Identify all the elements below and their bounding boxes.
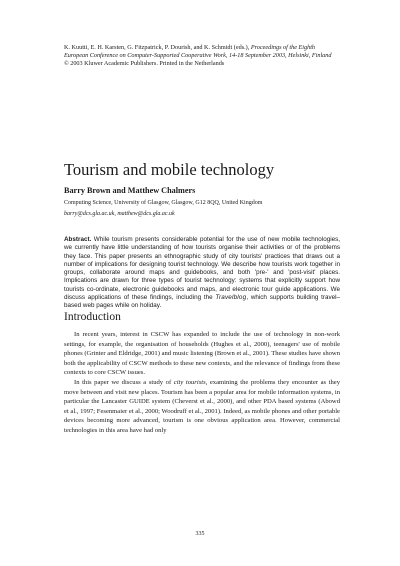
proceedings-title: Proceedings of the Eighth European Conference on Computer-Supported Cooperative Work, 14-18 September 2003, Helsinki, Finland bbox=[64, 44, 332, 59]
proceedings-header bbox=[64, 44, 339, 68]
abstract-text-end: , which supports building travel–based web pages while on holiday. bbox=[64, 293, 341, 309]
paper-title: Tourism and mobile technology bbox=[64, 160, 275, 179]
author-names: Barry Brown and Matthew Chalmers bbox=[64, 186, 196, 195]
emphasis-term: city tourists bbox=[173, 378, 206, 386]
section-heading: Introduction bbox=[64, 311, 121, 323]
author-emails: barry@dcs.gla.ac.uk, matthew@dcs.gla.ac.uk bbox=[64, 211, 175, 217]
abstract-text: While tourism presents considerable potential for the use of new mobile technologies, we currently have little understanding of how tourists organise their activities or of the problems they face. This paper presents an ethnographic study of city tourists' practices that draws out a number of implications for designing tourist technology. We describe how tourists work together in groups, collaborate around maps and guidebooks, and both 'pre-' and 'post-visit' places. Implications are drawn for three types of tourist technology: systems that explicitly support how tourists co-ordinate, electronic guidebooks and maps, and electronic tour guide applications. We discuss applications of these findings, including the bbox=[64, 236, 340, 301]
citation-line bbox=[64, 44, 339, 60]
paragraph-2-start: In this paper we discuss a study of bbox=[74, 378, 174, 386]
system-name: Travelblog bbox=[215, 293, 247, 301]
editors-text: K. Kuutti, E. H. Karsten, G. Fitzpatrick, P. Dourish, and K. Schmidt (eds.), bbox=[64, 44, 251, 51]
author-affiliation: Computing Science, University of Glasgow, Glasgow, G12 8QQ, United Kingdom bbox=[64, 200, 263, 206]
paragraph-2-rest: , examining the problems they encounter as they move between and visit new places. Tourism has been a popular area for mobile information systems, in particular the Lancaster GUIDE system (Cheverst et al., 2000), and other PDA based systems (Abowd et al., 1997; Fesenmaier et al., 2000; Woodruff et al., 2001). Indeed, as mobile phones and other portable devices becoming more advanced, tourism is one obvious application area. However, commercial technologies in this area have had only bbox=[64, 378, 340, 434]
copyright-line: © 2003 Kluwer Academic Publishers. Printed in the Netherlands bbox=[64, 60, 225, 67]
page-number: 335 bbox=[195, 531, 205, 537]
paragraph-2 bbox=[64, 378, 340, 436]
abstract-label: Abstract. bbox=[64, 236, 92, 243]
body-text bbox=[64, 330, 340, 436]
abstract-block bbox=[64, 236, 340, 310]
paragraph-1: In recent years, interest in CSCW has expanded to include the use of technology in non-work settings, for example, the organisation of households (Hughes et al., 2000), teenagers' use of mobile phones (Grinter and Eldridge, 2001) and music listening (Brown et al., 2001). These studies have shown both the applicability of CSCW methods to these new contexts, and the relevance of findings from these contexts to core CSCW issues. bbox=[64, 331, 340, 377]
